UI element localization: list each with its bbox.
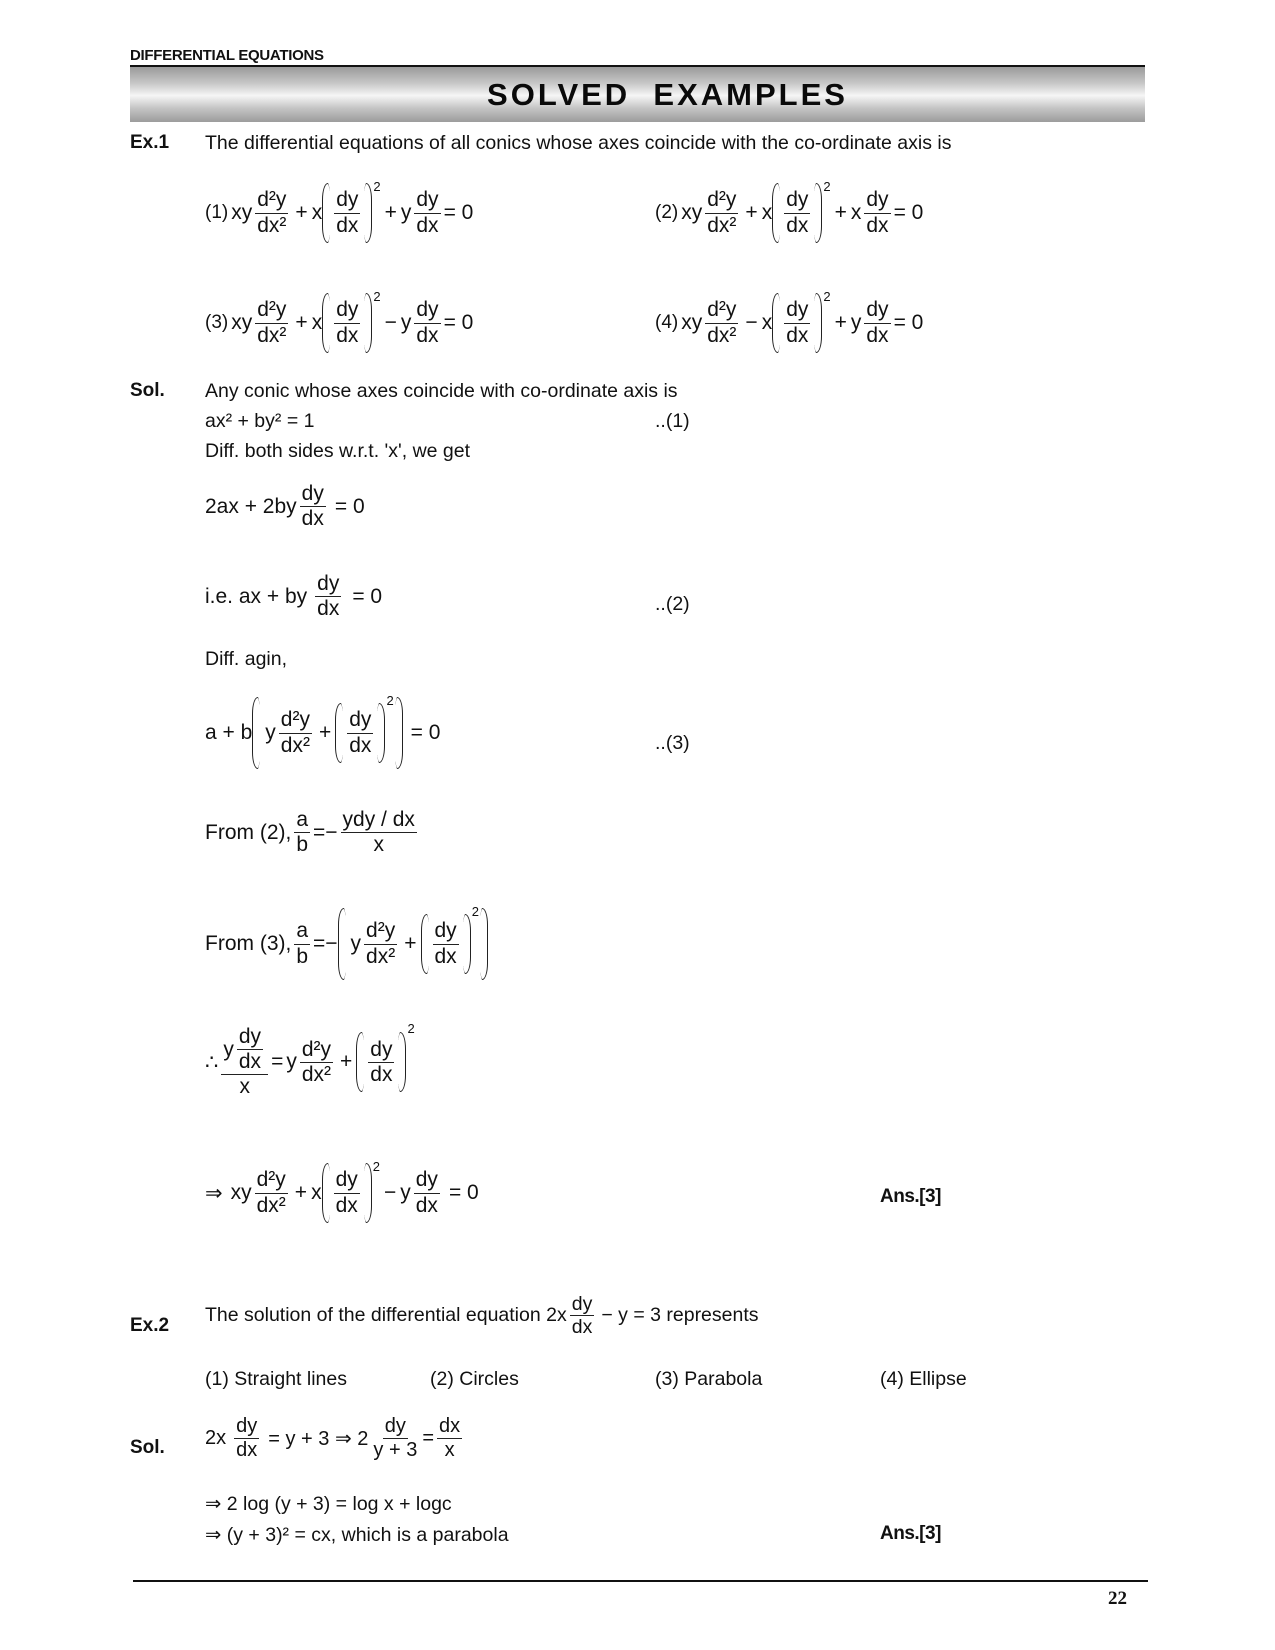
step1-equation: 2ax + 2by $\frac{dy}{dx}$ = 0 [205, 482, 365, 531]
sol2-line2: ⇒ 2 log (y + 3) = log x + logc [205, 1493, 452, 1515]
ex1-option-4: (4) xy $\frac{\text{d²y}}{\text{dx²}}$ − x $\frac{dy}{dx}$ 2 + y $\frac{dy}{dx}$ = 0 [655, 293, 923, 353]
ex1-option-1: (1) xy $\frac{\text{d²y}}{\text{dx²}}$ + x $\frac{dy}{dx}$ 2 + y $\frac{dy}{dx}$ = 0 [205, 183, 473, 243]
ex1-label: Ex.1 [130, 132, 170, 153]
ex2-option-4: (4) Ellipse [880, 1368, 967, 1390]
eq1: ax² + by² = 1 [205, 410, 315, 432]
step3-equation: a + b y $\frac{\text{d²y}}{\text{dx²}}$ + $\frac{dy}{dx}$ 2 = 0 [205, 697, 440, 769]
ex2-option-1: (1) Straight lines [205, 1368, 347, 1390]
parenthesis-group: $\frac{dy}{dx}$ [772, 293, 822, 353]
ex1-question: The differential equations of all conics whose axes coincide with the co-ordinate axis is [205, 132, 952, 154]
step2-equation: i.e. ax + by $\frac{dy}{dx}$ = 0 [205, 572, 383, 621]
sol2-label: Sol. [130, 1437, 165, 1458]
page-number: 22 [1108, 1588, 1127, 1609]
from2-equation: From (2), $\frac{a}{b}$ = − $\frac{\text{ydy / dx}}{x}$ [205, 808, 415, 857]
section-banner [130, 67, 1145, 122]
therefore-equation: ∴ y $\frac{dy}{dx}$ x = y $\frac{\text{d²y}}{\text{dx²}}$ + $\frac{dy}{dx}$ 2 [205, 1021, 415, 1099]
sol1-label: Sol. [130, 380, 165, 401]
ex2-question: The solution of the differential equation 2x $\frac{dy}{dx}$ − y = 3 represents [205, 1293, 759, 1339]
eq1-tag: ..(1) [655, 410, 690, 432]
fraction-d2y-dx2: $\frac{\text{d²y}}{\text{dx²}}$ [257, 188, 287, 237]
parenthesis-group: $\frac{dy}{dx}$ [322, 183, 372, 243]
sol1-line1: Any conic whose axes coincide with co-ordinate axis is [205, 380, 678, 402]
final-equation: ⇒ xy $\frac{\text{d²y}}{\text{dx²}}$ + x $\frac{dy}{dx}$ 2 − y $\frac{dy}{dx}$ = 0 [205, 1163, 479, 1223]
banner-title: SOLVED EXAMPLES [487, 76, 848, 112]
ex2-label: Ex.2 [130, 1315, 170, 1336]
ex2-option-3: (3) Parabola [655, 1368, 763, 1390]
running-head: DIFFERENTIAL EQUATIONS [130, 47, 324, 64]
parenthesis-group: $\frac{dy}{dx}$ [322, 293, 372, 353]
ex2-answer: Ans.[3] [880, 1523, 941, 1544]
sol2-line3: ⇒ (y + 3)² = cx, which is a parabola [205, 1524, 509, 1546]
eq2-tag: ..(2) [655, 593, 690, 615]
ex1-answer: Ans.[3] [880, 1186, 941, 1207]
footer-rule [133, 1580, 1148, 1582]
eq3-tag: ..(3) [655, 732, 690, 754]
from3-equation: From (3), $\frac{a}{b}$ = − y $\frac{\text{d²y}}{\text{dx²}}$ + $\frac{dy}{dx}$ 2 [205, 908, 488, 980]
parenthesis-group: $\frac{dy}{dx}$ [772, 183, 822, 243]
ex1-option-2: (2) xy $\frac{\text{d²y}}{\text{dx²}}$ + x $\frac{dy}{dx}$ 2 + x $\frac{dy}{dx}$ = 0 [655, 183, 923, 243]
diff-again: Diff. agin, [205, 648, 288, 670]
ex2-option-2: (2) Circles [430, 1368, 519, 1390]
sol2-equation: 2x $\frac{dy}{dx}$ = y + 3 ⇒ 2 $\frac{dy}{y + 3}$ = $\frac{dx}{x}$ [205, 1415, 461, 1461]
diff-line: Diff. both sides w.r.t. 'x', we get [205, 440, 471, 462]
ex1-option-3: (3) xy $\frac{\text{d²y}}{\text{dx²}}$ + x $\frac{dy}{dx}$ 2 − y $\frac{dy}{dx}$ = 0 [205, 293, 473, 353]
